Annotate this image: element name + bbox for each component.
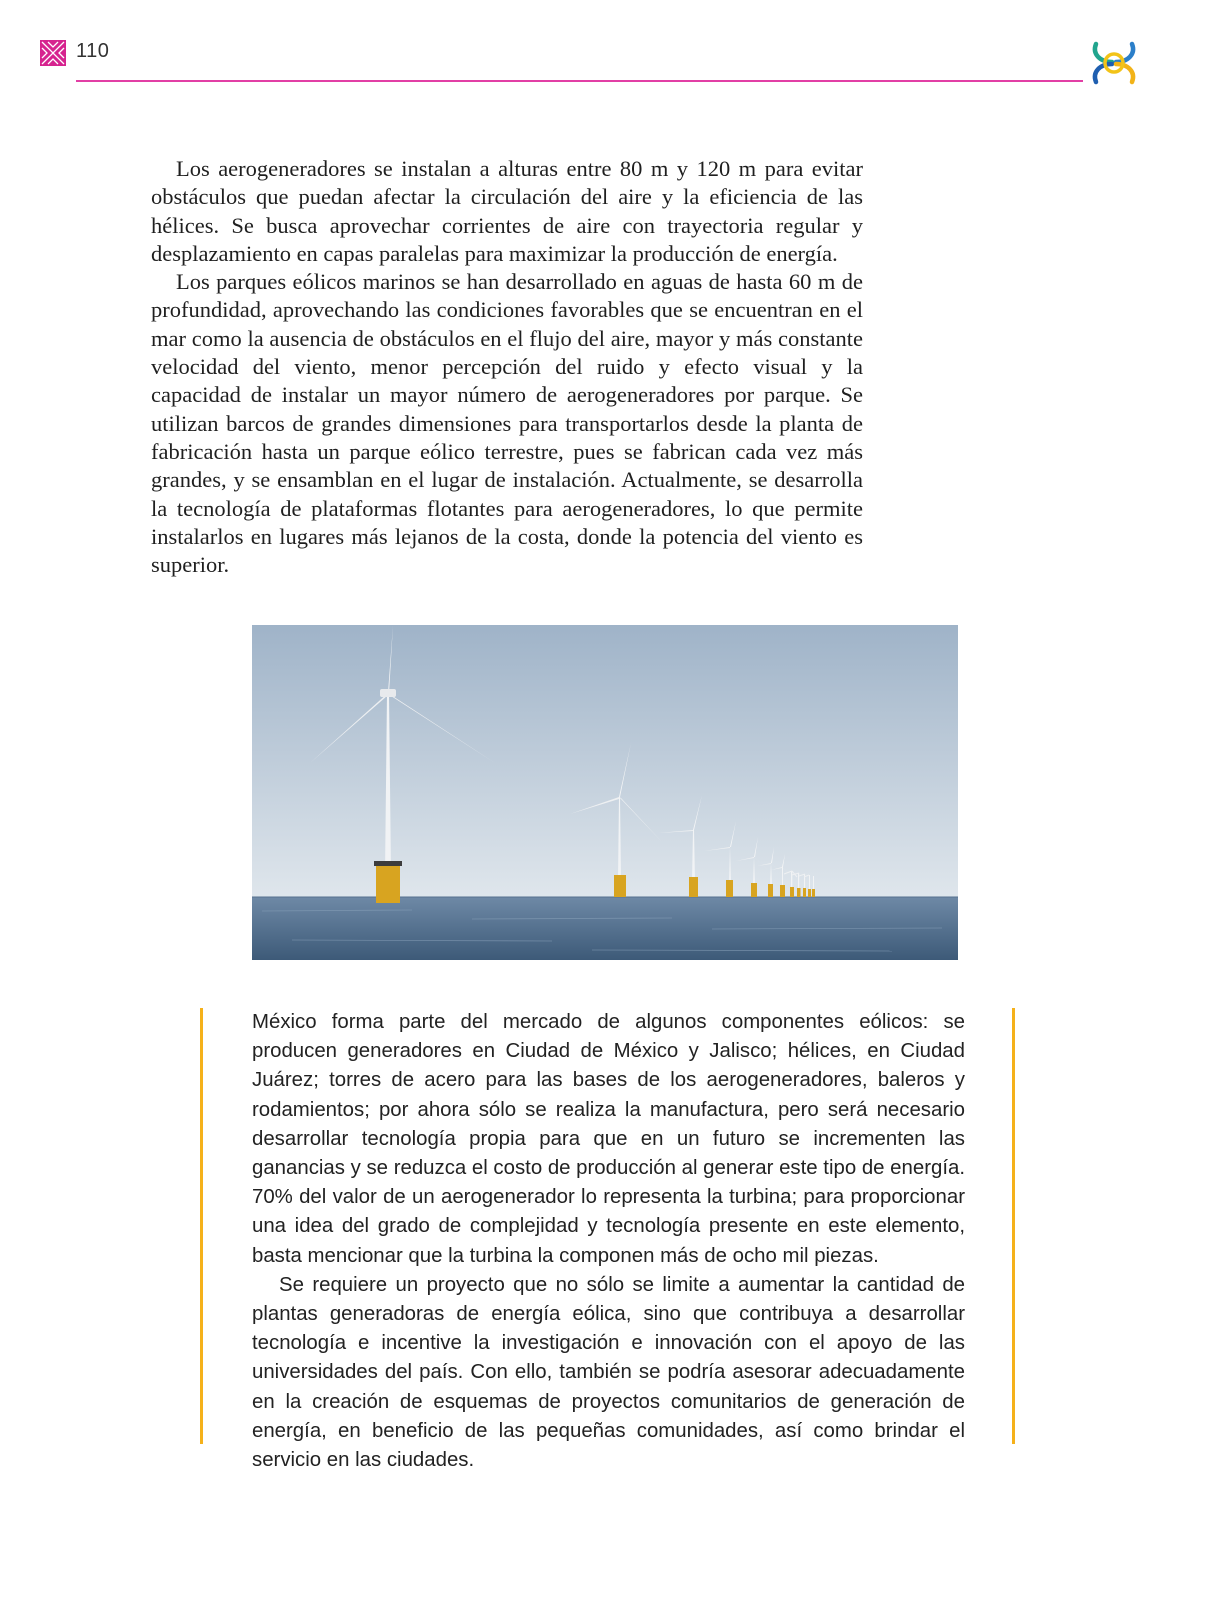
page-number: 110 — [76, 40, 110, 62]
page-header — [0, 0, 1214, 100]
offshore-wind-farm-photo — [252, 625, 958, 960]
interlocking-rings-logo — [1090, 38, 1138, 88]
paragraph: Los parques eólicos marinos se han desarrollado en aguas de hasta 60 m de profundidad, aprovechando las condiciones favorables que se encuentran en el mar como la ausencia de obstáculos en el flujo del aire, mayor y más constante velocidad del viento, menor percepción del ruido y efecto visual y la capacidad de instalar un mayor número de aerogeneradores por parque. Se utilizan barcos de grandes dimensiones para transportarlos desde la planta de fabricación hasta un parque eólico terrestre, pues se fabrican cada vez más grandes, y se ensamblan en el lugar de instalación. Actualmente, se desarrolla la tecnología de plataformas flotantes para aerogeneradores, lo que permite instalarlos en lugares más lejanos de la costa, donde la potencia del viento es superior. — [151, 269, 863, 578]
header-rule — [76, 80, 1083, 82]
callout-left-rule — [200, 1008, 203, 1444]
paragraph: Se requiere un proyecto que no sólo se limite a aumentar la cantidad de plantas generadoras de energía eólica, sino que contribuya a desarrollar tecnología e incentive la investigación e innovación con el apoyo de las universidades del país. Con ello, también se podría asesorar adecuadamente en la creación de esquemas de proyectos comunitarios de generación de energía, en beneficio de las pequeñas comunidades, así como brindar el servicio en las ciudades. — [252, 1273, 965, 1472]
paragraph: México forma parte del mercado de algunos componentes eólicos: se producen generadores en Ciudad de México y Jalisco; hélices, en Ciudad Juárez; torres de acero para las bases de los aerogeneradores, baleros y rodamientos; por ahora sólo se realiza la manufactura, pero será necesario desarrollar tecnología propia para que en un futuro se incrementen las ganancias y se reduzca el costo de producción al generar este tipo de energía. 70% del valor de un aerogenerador lo representa la turbina; para proporcionar una idea del grado de complejidad y tecnología presente en este elemento, basta mencionar que la turbina la componen más de ocho mil piezas. — [252, 1011, 965, 1267]
callout-text — [252, 1008, 965, 1475]
callout-box — [200, 1008, 1015, 1472]
magenta-pattern-icon — [40, 40, 66, 66]
paragraph: Los aerogeneradores se instalan a alturas entre 80 m y 120 m para evitar obstáculos que puedan afectar la circulación del aire y la eficiencia de las hélices. Se busca aprovechar corrientes de aire con trayectoria regular y desplazamiento en capas paralelas para maximizar la producción de energía. — [151, 156, 863, 266]
main-text — [151, 155, 863, 579]
callout-right-rule — [1012, 1008, 1015, 1444]
